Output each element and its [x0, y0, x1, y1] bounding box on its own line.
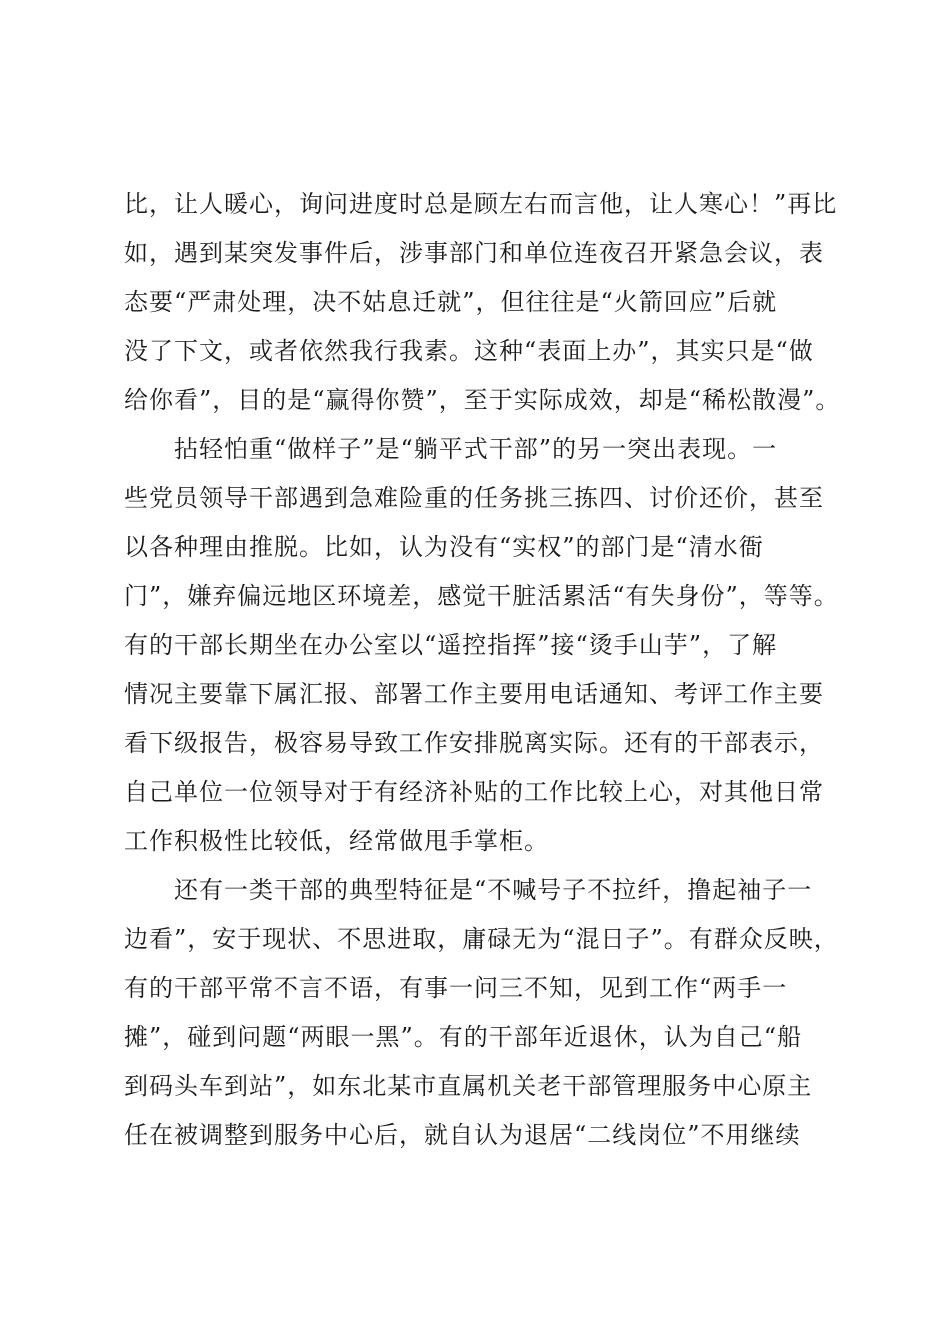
text-line: 给你看”，目的是“赢得你赞”，至于实际成效，却是“稀松散漫”。	[124, 386, 841, 414]
text-line: 任在被调整到服务中心后，就自认为退居“二线岗位”不用继续	[124, 1121, 801, 1149]
text-line: 摊”，碰到问题“两眼一黑”。有的干部年近退休，认为自己“船	[124, 1023, 803, 1051]
text-line: 态要“严肃处理，决不姑息迁就”，但往往是“火箭回应”后就	[124, 288, 778, 316]
text-line: 边看”，安于现状、不思进取，庸碌无为“混日子”。有群众反映，	[124, 925, 839, 953]
text-line: 还有一类干部的典型特征是“不喊号子不拉纤，撸起袖子一	[124, 876, 813, 904]
body-text	[124, 180, 844, 1160]
text-line: 如，遇到某突发事件后，涉事部门和单位连夜召开紧急会议，表	[124, 239, 824, 267]
text-line: 自己单位一位领导对于有经济补贴的工作比较上心，对其他日常	[124, 778, 824, 806]
text-line: 拈轻怕重“做样子”是“躺平式干部”的另一突出表现。一	[124, 435, 778, 463]
text-line: 些党员领导干部遇到急难险重的任务挑三拣四、讨价还价，甚至	[124, 484, 824, 512]
text-line: 门”，嫌弃偏远地区环境差，感觉干脏活累活“有失身份”，等等。	[124, 582, 839, 610]
text-line: 有的干部平常不言不语，有事一问三不知，见到工作“两手一	[124, 974, 788, 1002]
text-line: 到码头车到站”，如东北某市直属机关老干部管理服务中心原主	[124, 1072, 813, 1100]
text-line: 工作积极性比较低，经常做甩手掌柜。	[124, 827, 549, 855]
text-line: 没了下文，或者依然我行我素。这种“表面上办”，其实只是“做	[124, 337, 814, 365]
text-line: 有的干部长期坐在办公室以“遥控指挥”接“烫手山芋”，了解	[124, 631, 778, 659]
text-line: 以各种理由推脱。比如，认为没有“实权”的部门是“清水衙	[124, 533, 764, 561]
text-line: 比，让人暖心，询问进度时总是顾左右而言他，让人寒心！”再比	[124, 190, 838, 218]
text-line: 情况主要靠下属汇报、部署工作主要用电话通知、考评工作主要	[124, 680, 824, 708]
text-line: 看下级报告，极容易导致工作安排脱离实际。还有的干部表示，	[124, 729, 824, 757]
